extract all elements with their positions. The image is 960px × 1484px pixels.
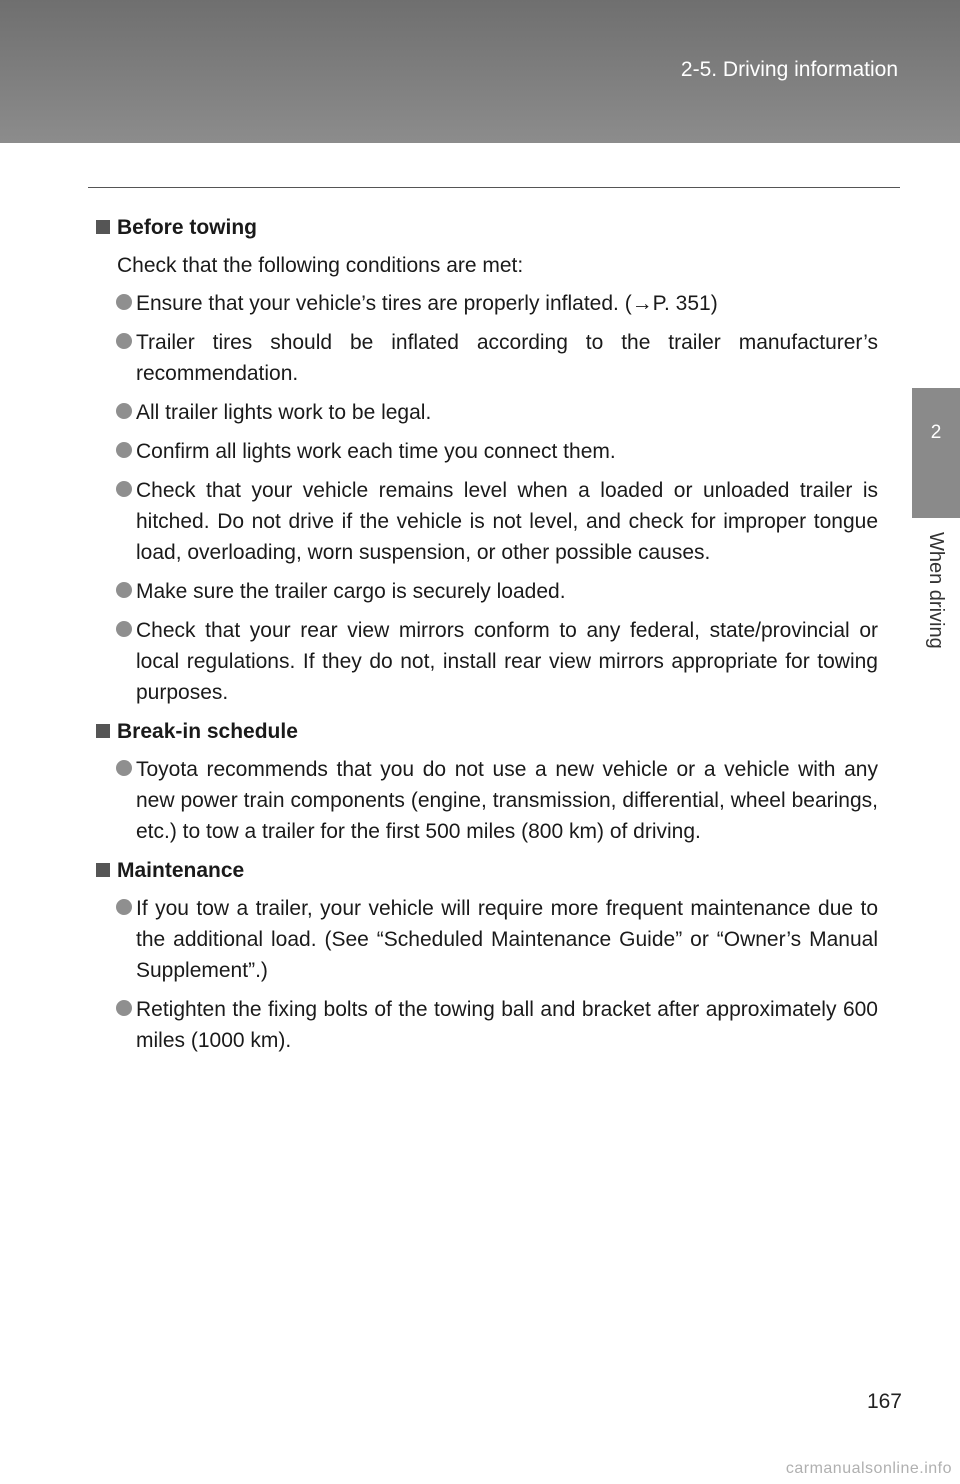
- section-intro: Check that the following conditions are met:: [117, 254, 524, 277]
- header-band: [0, 0, 960, 143]
- circle-bullet-icon: [116, 481, 132, 497]
- list-item: Ensure that your vehicle’s tires are properly inflated. (→P. 351): [96, 288, 878, 319]
- circle-bullet-icon: [116, 582, 132, 598]
- circle-bullet-icon: [116, 294, 132, 310]
- list-item: If you tow a trailer, your vehicle will require more frequent maintenance due to the additional load. (See “Scheduled Maintenance Guide” or “Owner’s Manual Supplement”.): [96, 893, 878, 986]
- square-bullet-icon: [96, 724, 110, 738]
- circle-bullet-icon: [116, 760, 132, 776]
- list-item: Make sure the trailer cargo is securely loaded.: [96, 576, 878, 607]
- chapter-tab-number: 2: [912, 388, 960, 518]
- circle-bullet-icon: [116, 1000, 132, 1016]
- circle-bullet-icon: [116, 403, 132, 419]
- chapter-tab-label: [912, 518, 960, 718]
- chapter-tab-label-text: When driving: [925, 532, 947, 649]
- circle-bullet-icon: [116, 621, 132, 637]
- square-bullet-icon: [96, 220, 110, 234]
- list-item: All trailer lights work to be legal.: [96, 397, 878, 428]
- circle-bullet-icon: [116, 333, 132, 349]
- section-heading: Before towing: [96, 212, 878, 243]
- list-item: Retighten the fixing bolts of the towing ball and bracket after approximately 600 miles (1000 km).: [96, 994, 878, 1056]
- list-item: Trailer tires should be inflated according to the trailer manufacturer’s recommendation.: [96, 327, 878, 389]
- page-content: [96, 212, 878, 1064]
- section-heading: Break-in schedule: [96, 716, 878, 747]
- section-title: 2-5. Driving information: [680, 58, 898, 81]
- watermark: carmanualsonline.info: [785, 1460, 952, 1477]
- list-item: Check that your vehicle remains level when a loaded or unloaded trailer is hitched. Do not drive if the vehicle is not level, and check for improper tongue load, overloading, worn suspension, or other possible causes.: [96, 475, 878, 568]
- section-heading: Maintenance: [96, 855, 878, 886]
- list-item: Confirm all lights work each time you connect them.: [96, 436, 878, 467]
- circle-bullet-icon: [116, 442, 132, 458]
- header-divider: [88, 187, 900, 188]
- list-item: Check that your rear view mirrors conform to any federal, state/provincial or local regulations. If they do not, install rear view mirrors appropriate for towing purposes.: [96, 615, 878, 708]
- section-break-in-schedule: [96, 716, 878, 847]
- square-bullet-icon: [96, 863, 110, 877]
- section-before-towing: [96, 212, 878, 708]
- section-maintenance: [96, 855, 878, 1056]
- page-number: 167: [866, 1390, 902, 1413]
- circle-bullet-icon: [116, 899, 132, 915]
- list-item: Toyota recommends that you do not use a new vehicle or a vehicle with any new power train components (engine, transmission, differential, wheel bearings, etc.) to tow a trailer for the first 500 miles (800 km) of driving.: [96, 754, 878, 847]
